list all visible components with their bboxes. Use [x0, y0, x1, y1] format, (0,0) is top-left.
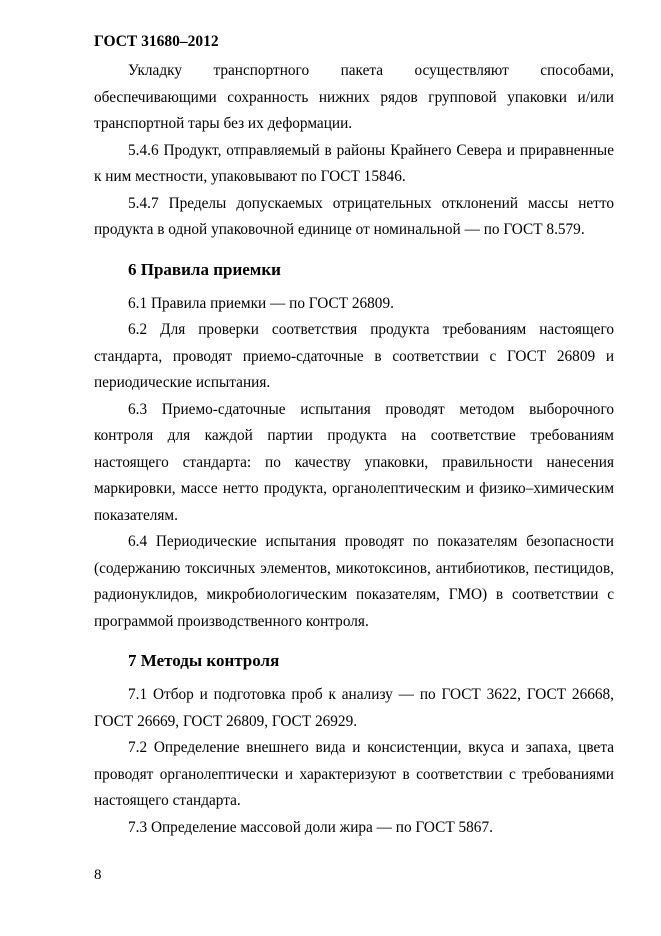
paragraph-7-3: 7.3 Определение массовой доли жира — по ГОСТ 5867.: [128, 818, 493, 836]
paragraph-6-3: 6.3 Приемо-сдаточные испытания проводят методом выборочного контроля для каждой партии продукта на соответствие требованиям настоящего стандарта: по качеству упаковки, правильности нанесения маркировки, массе нетто продукта, органолептическим и физико–химическим показателям.: [94, 400, 614, 524]
paragraph-6-1: 6.1 Правила приемки — по ГОСТ 26809.: [128, 294, 394, 312]
page-number: 8: [94, 867, 102, 883]
paragraph-7-1: 7.1 Отбор и подготовка проб к анализу — по ГОСТ 3622, ГОСТ 26668, ГОСТ 26669, ГОСТ 26809, ГОСТ 26929.: [94, 686, 614, 730]
paragraph-7-2: 7.2 Определение внешнего вида и консистенции, вкуса и запаха, цвета проводят органолептически и характеризуют в соответствии с требованиями настоящего стандарта.: [94, 739, 614, 809]
section-7-heading: 7 Методы контроля: [128, 651, 280, 670]
paragraph-6-4: 6.4 Периодические испытания проводят по показателям безопасности (содержанию токсичных элементов, микотоксинов, антибиотиков, пестицидов, радионуклидов, микробиологическим показателям, ГМО) в соответствии с программой производственного контроля.: [94, 533, 614, 630]
paragraph-transport-packet: Укладку транспортного пакета осуществляют способами, обеспечивающими сохранность нижних рядов групповой упаковки и/или транспортной тары без их деформации.: [94, 62, 614, 132]
paragraph-6-2: 6.2 Для проверки соответствия продукта требованиям настоящего стандарта, проводят приемо-сдаточные в соответствии с ГОСТ 26809 и периодические испытания.: [94, 321, 614, 391]
paragraph-5-4-7: 5.4.7 Пределы допускаемых отрицательных отклонений массы нетто продукта в одной упаковочной единице от номинальной –– по ГОСТ 8.579.: [94, 194, 614, 238]
document-page: [94, 32, 614, 841]
section-6-heading: 6 Правила приемки: [128, 259, 281, 279]
paragraph-5-4-6: 5.4.6 Продукт, отправляемый в районы Крайнего Севера и приравненные к ним местности, упаковывают по ГОСТ 15846.: [94, 141, 614, 185]
document-header: ГОСТ 31680–2012: [94, 33, 219, 50]
